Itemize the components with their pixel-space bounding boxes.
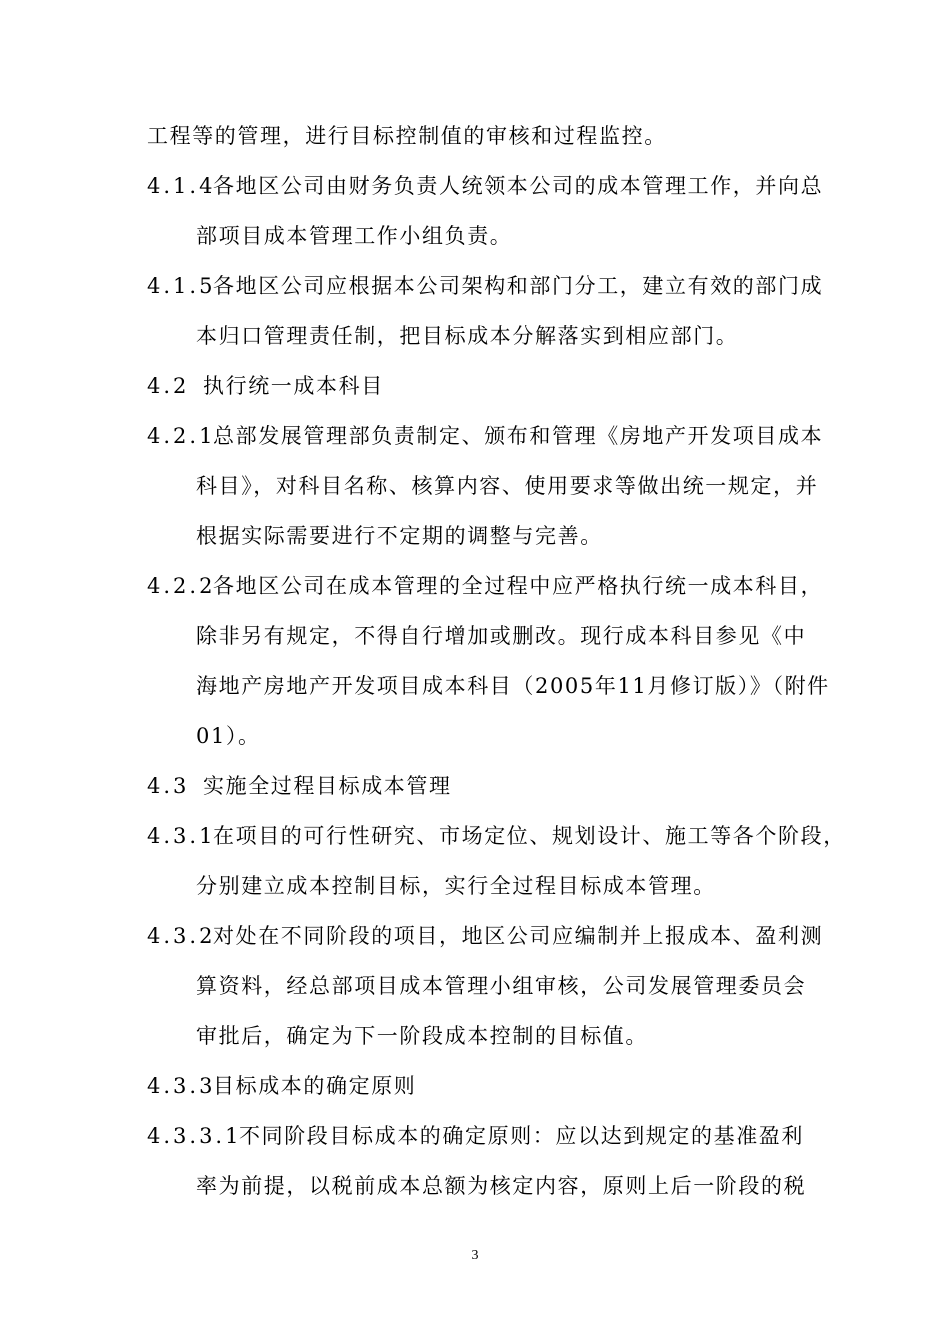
text-line (147, 572, 823, 600)
line-text: 在项目的可行性研究、市场定位、规划设计、施工等各个阶段， (213, 824, 846, 848)
text-line (196, 622, 806, 650)
line-text: 01）。 (196, 724, 261, 748)
text-line (147, 822, 846, 850)
line-text: 海地产房地产开发项目成本科目（2005年11月修订版）》（附件 (196, 674, 830, 698)
clause-number: 4.3.3 (147, 1074, 216, 1098)
section-heading (147, 372, 384, 400)
section-heading (147, 772, 452, 800)
clause-number: 4.3.3.1 (147, 1124, 242, 1148)
line-text: 目标成本的确定原则 (213, 1074, 417, 1098)
line-text: 本归口管理责任制，把目标成本分解落实到相应部门。 (196, 324, 739, 348)
text-line (196, 1022, 648, 1050)
page-number: 3 (471, 1248, 479, 1263)
text-line (196, 1172, 806, 1200)
line-text: 除非另有规定，不得自行增加或删改。现行成本科目参见《中 (196, 624, 807, 648)
clause-number: 4.2 (147, 374, 190, 398)
clause-number: 4.3.1 (147, 824, 216, 848)
clause-number: 4.1.5 (147, 274, 216, 298)
line-text: 分别建立成本控制目标，实行全过程目标成本管理。 (196, 874, 716, 898)
line-text: 执行统一成本科目 (203, 374, 384, 398)
line-text: 各地区公司由财务负责人统领本公司的成本管理工作，并向总 (213, 174, 824, 198)
clause-number: 4.2.2 (147, 574, 216, 598)
line-text: 各地区公司在成本管理的全过程中应严格执行统一成本科目， (213, 574, 824, 598)
text-line (147, 272, 823, 300)
line-text: 部项目成本管理工作小组负责。 (196, 224, 513, 248)
line-text: 不同阶段目标成本的确定原则：应以达到规定的基准盈利 (239, 1124, 804, 1148)
line-text: 率为前提，以税前成本总额为核定内容，原则上后一阶段的税 (196, 1174, 807, 1198)
text-line (196, 672, 830, 700)
text-line (196, 722, 261, 750)
section-heading (147, 1072, 416, 1100)
text-line (196, 222, 512, 250)
line-text: 对处在不同阶段的项目，地区公司应编制并上报成本、盈利测 (213, 924, 824, 948)
line-text: 根据实际需要进行不定期的调整与完善。 (196, 524, 603, 548)
line-text: 审批后，确定为下一阶段成本控制的目标值。 (196, 1024, 648, 1048)
text-line (147, 422, 823, 450)
text-line (147, 1122, 804, 1150)
text-line (147, 922, 823, 950)
text-line (147, 172, 823, 200)
clause-number: 4.3.2 (147, 924, 216, 948)
line-text: 科目》，对科目名称、核算内容、使用要求等做出统一规定，并 (196, 474, 819, 498)
clause-number: 4.2.1 (147, 424, 216, 448)
line-text: 工程等的管理，进行目标控制值的审核和过程监控。 (147, 124, 667, 148)
clause-number: 4.3 (147, 774, 190, 798)
text-line (147, 122, 667, 150)
text-line (196, 972, 806, 1000)
line-text: 实施全过程目标成本管理 (203, 774, 452, 798)
line-text: 总部发展管理部负责制定、颁布和管理《房地产开发项目成本 (213, 424, 824, 448)
text-line (196, 322, 738, 350)
line-text: 各地区公司应根据本公司架构和部门分工，建立有效的部门成 (213, 274, 824, 298)
text-line (196, 472, 818, 500)
text-line (196, 872, 716, 900)
text-line (196, 522, 603, 550)
clause-number: 4.1.4 (147, 174, 216, 198)
line-text: 算资料，经总部项目成本管理小组审核，公司发展管理委员会 (196, 974, 807, 998)
